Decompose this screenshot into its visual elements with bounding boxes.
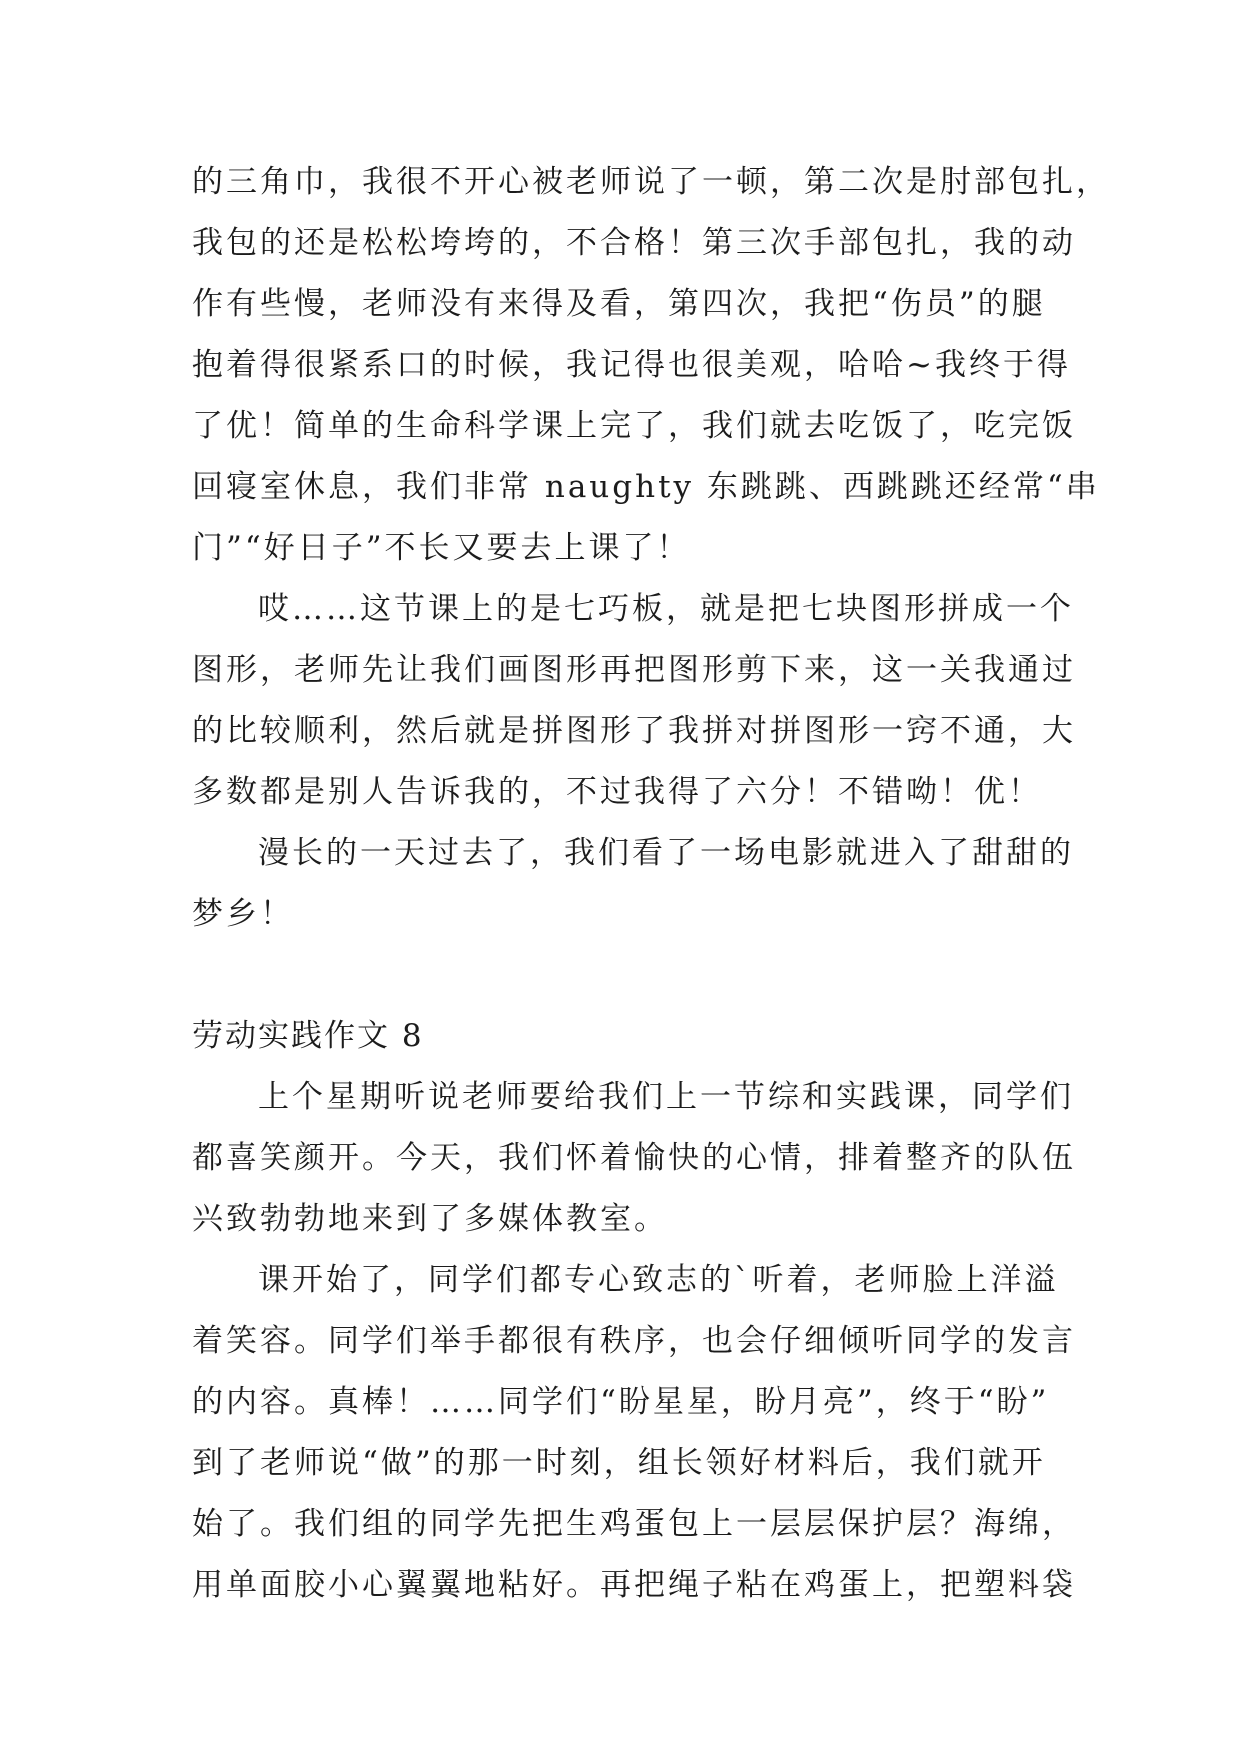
text-line: 兴致勃勃地来到了多媒体教室。	[192, 1201, 668, 1237]
text-line: 的内容。真棒！……同学们“盼星星，盼月亮”，终于“盼”	[192, 1384, 1050, 1420]
text-line: 上个星期听说老师要给我们上一节综和实践课，同学们	[258, 1079, 1074, 1115]
text-line: 我包的还是松松垮垮的，不合格！第三次手部包扎，我的动	[192, 225, 1076, 261]
text-line: 漫长的一天过去了，我们看了一场电影就进入了甜甜的	[258, 835, 1074, 871]
paragraph	[192, 1067, 1076, 1250]
section-heading: 劳动实践作文 8	[192, 1018, 424, 1054]
text-line: 哎……这节课上的是七巧板，就是把七块图形拼成一个	[258, 591, 1074, 627]
paragraph	[192, 579, 1076, 823]
text-line: 的比较顺利，然后就是拼图形了我拼对拼图形一窍不通，大	[192, 713, 1076, 749]
text-line: 到了老师说“做”的那一时刻，组长领好材料后，我们就开	[192, 1445, 1046, 1481]
text-line: 梦乡！	[192, 896, 294, 932]
text-line: 始了。我们组的同学先把生鸡蛋包上一层层保护层？海绵，	[192, 1506, 1076, 1542]
text-line: 着笑容。同学们举手都很有秩序，也会仔细倾听同学的发言	[192, 1323, 1076, 1359]
text-line: 图形，老师先让我们画图形再把图形剪下来，这一关我通过	[192, 652, 1076, 688]
paragraph	[192, 1250, 1076, 1616]
blank-line	[192, 945, 1052, 1006]
paragraph	[192, 152, 1110, 579]
text-line: 回寝室休息，我们非常 naughty 东跳跳、西跳跳还经常“串	[192, 469, 1100, 505]
text-line: 门”“好日子”不长又要去上课了！	[192, 530, 691, 566]
text-line: 抱着得很紧系口的时候，我记得也很美观，哈哈~我终于得	[192, 347, 1071, 383]
text-line: 都喜笑颜开。今天，我们怀着愉快的心情，排着整齐的队伍	[192, 1140, 1076, 1176]
text-line: 了优！简单的生命科学课上完了，我们就去吃饭了，吃完饭	[192, 408, 1076, 444]
text-line: 多数都是别人告诉我的，不过我得了六分！不错呦！优！	[192, 774, 1042, 810]
text-line: 的三角巾，我很不开心被老师说了一顿，第二次是肘部包扎，	[192, 164, 1110, 200]
paragraph	[192, 823, 1074, 945]
text-line: 作有些慢，老师没有来得及看，第四次，我把“伤员”的腿	[192, 286, 1046, 322]
document-page	[192, 152, 1110, 1616]
text-line: 课开始了，同学们都专心致志的`听着，老师脸上洋溢	[258, 1262, 1059, 1298]
text-line: 用单面胶小心翼翼地粘好。再把绳子粘在鸡蛋上，把塑料袋	[192, 1567, 1076, 1603]
